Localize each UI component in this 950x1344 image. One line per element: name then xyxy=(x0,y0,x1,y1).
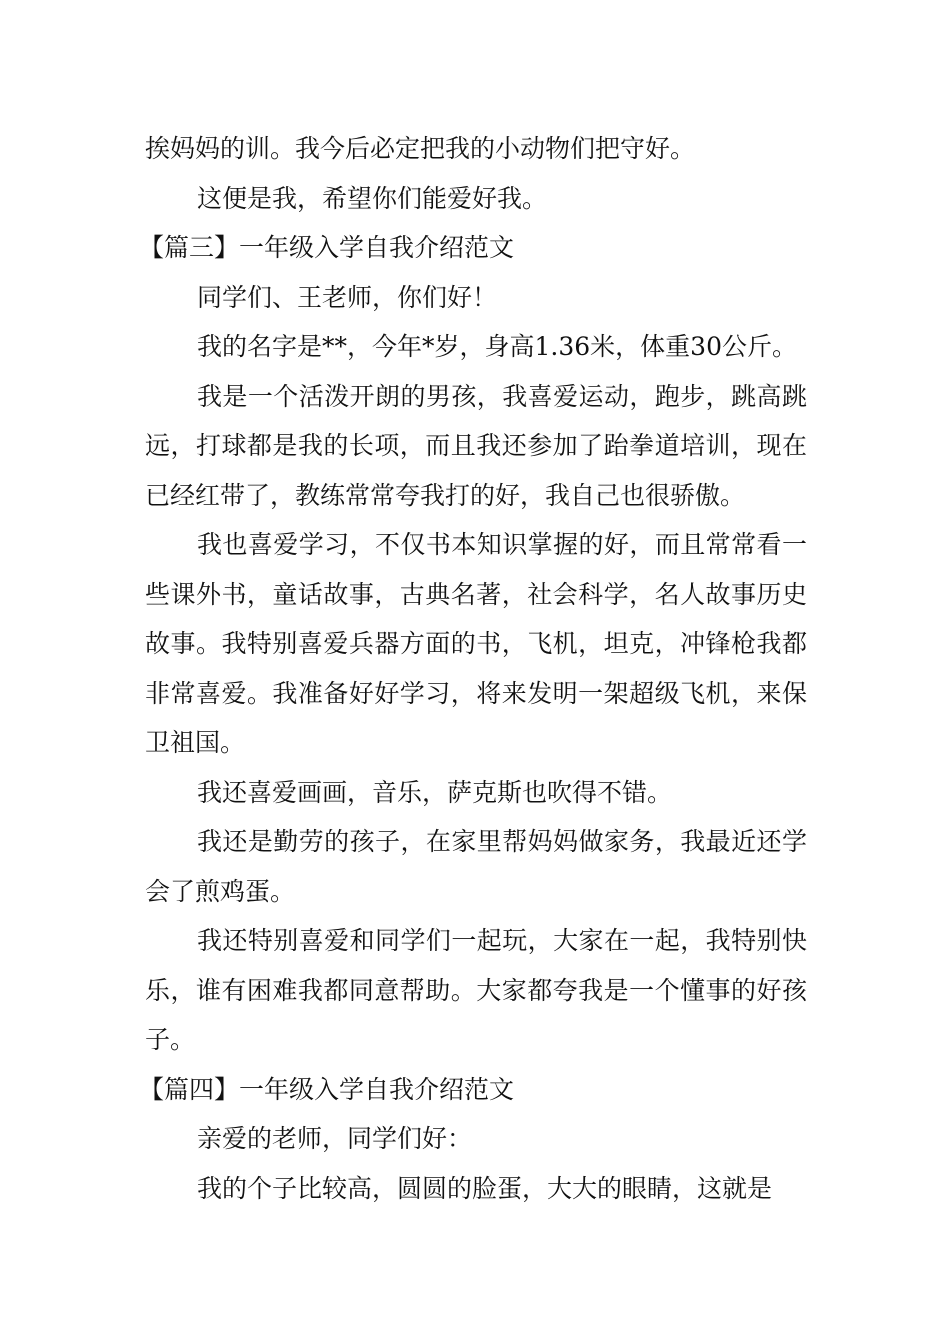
paragraph-greeting: 同学们、王老师，你们好！ xyxy=(197,282,498,312)
paragraph-hobbies: 我还喜爱画画，音乐，萨克斯也吹得不错。 xyxy=(197,777,673,807)
paragraph-study: 我也喜爱学习，不仅书本知识掌握的好，而且常常看一些课外书，童话故事，古典名著，社会科学，名人故事历史故事。我特别喜爱兵器方面的书，飞机，坦克，冲锋枪我都非常喜爱。我准备好好学习，将来发明一架超级飞机，来保卫祖国。 xyxy=(145,530,807,757)
paragraph-closing: 这便是我，希望你们能爱好我。 xyxy=(197,183,548,213)
paragraph-sports: 我是一个活泼开朗的男孩，我喜爱运动，跑步，跳高跳远，打球都是我的长项，而且我还参加了跆拳道培训，现在已经红带了，教练常常夸我打的好，我自己也很骄傲。 xyxy=(145,381,807,510)
section-heading-3: 【篇三】一年级入学自我介绍范文 xyxy=(139,233,515,262)
paragraph-appearance: 我的个子比较高，圆圆的脸蛋，大大的眼睛，这就是 xyxy=(197,1173,773,1203)
paragraph-chores: 我还是勤劳的孩子，在家里帮妈妈做家务，我最近还学会了煎鸡蛋。 xyxy=(145,827,807,906)
paragraph-greeting-2: 亲爱的老师，同学们好： xyxy=(197,1124,473,1153)
paragraph-name-height: 我的名字是**，今年*岁，身高1.36米，体重30公斤。 xyxy=(197,332,797,361)
section-heading-4: 【篇四】一年级入学自我介绍范文 xyxy=(139,1074,515,1104)
paragraph-friends: 我还特别喜爱和同学们一起玩，大家在一起，我特别快乐，谁有困难我都同意帮助。大家都夸我是一个懂事的好孩子。 xyxy=(145,926,807,1054)
paragraph-continuation: 挨妈妈的训。我今后必定把我的小动物们把守好。 xyxy=(145,134,696,163)
document-body xyxy=(139,124,807,1213)
